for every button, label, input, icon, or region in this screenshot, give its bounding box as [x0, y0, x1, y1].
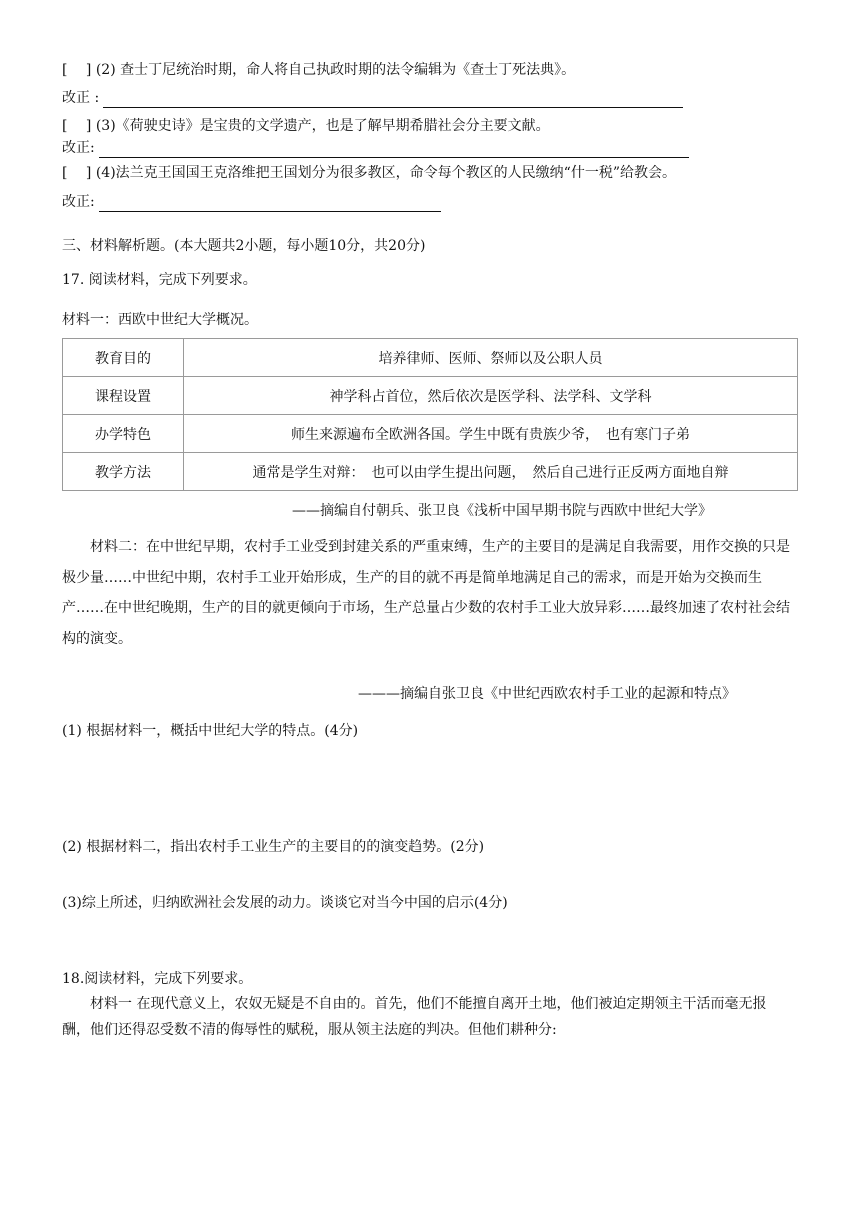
answer-blank[interactable]: [99, 197, 441, 212]
judge-item-4: [62, 163, 676, 183]
table-row: [63, 453, 798, 491]
table-key: 教学方法: [63, 453, 184, 491]
answer-blank[interactable]: [99, 143, 689, 158]
table-row: [63, 377, 798, 415]
fix-label: 改正 :: [62, 90, 100, 106]
fix-label: 改正:: [62, 194, 95, 210]
judge-text: (3)《荷驶史诗》是宝贵的文学遗产，也是了解早期希腊社会分主要文献。: [95, 118, 550, 134]
material2-source: ———摘编自张卫良《中世纪西欧农村手工业的起源和特点》: [358, 686, 736, 702]
judge-item-2: [62, 60, 575, 80]
answer-blank[interactable]: [103, 93, 683, 108]
fix-line-4: [62, 192, 441, 212]
table-value: 培养律师、医师、祭师以及公职人员: [184, 339, 798, 377]
material2-paragraph: 材料二：在中世纪早期，农村手工业受到封建关系的严重束缚，生产的主要目的是满足自我需要，用作交换的只是极少量……中世纪中期，农村手工业开始形成，生产的目的就不再是简单地满足自己的需求，而是开始为交换而生产……在中世纪晚期，生产的目的就更倾向于市场，生产总量占少数的农村手工业大放异彩……最终加速了农村社会结构的演变。: [62, 539, 790, 647]
table-row: [63, 415, 798, 453]
table-value: 师生来源遍布全欧洲各国。学生中既有贵族少爷， 也有寒门子弟: [184, 415, 798, 453]
table-value: 通常是学生对辩： 也可以由学生提出问题， 然后自己进行正反两方面地自辩: [184, 453, 798, 491]
fix-label: 改正:: [62, 140, 95, 156]
material1-source: ——摘编自付朝兵、张卫良《浅析中国早期书院与西欧中世纪大学》: [292, 503, 712, 519]
judge-bracket: [ ]: [62, 165, 92, 181]
q17-stem: 17. 阅读材料，完成下列要求。: [62, 272, 257, 288]
judge-item-3: [62, 116, 550, 136]
table-key: 办学特色: [63, 415, 184, 453]
judge-text: (4)法兰克王国国王克洛维把王国划分为很多教区，命令每个教区的人民缴纳“什一税”给教会。: [95, 165, 676, 181]
q18-stem: 18.阅读材料，完成下列要求。: [62, 971, 253, 987]
table-key: 教育目的: [63, 339, 184, 377]
fix-line-3: [62, 138, 689, 158]
q17-sub1: (1) 根据材料一，概括中世纪大学的特点。(4分): [62, 723, 359, 739]
fix-line-2: [62, 88, 683, 108]
judge-bracket: [ ]: [62, 62, 92, 78]
q17-sub2: (2) 根据材料二，指出农村手工业生产的主要目的的演变趋势。(2分): [62, 839, 485, 855]
q17-sub3: (3)综上所述，归纳欧洲社会发展的动力。谈谈它对当今中国的启示(4分): [62, 895, 508, 911]
q18-material1: 材料一 在现代意义上，农奴无疑是不自由的。首先，他们不能擅自离开土地，他们被迫定期领主干活而毫无报酬，他们还得忍受数不清的侮辱性的赋税，服从领主法庭的判决。但他们耕种分:: [62, 996, 767, 1038]
university-table: [62, 338, 798, 491]
judge-text: (2) 查士丁尼统治时期，命人将自己执政时期的法令编辑为《查士丁死法典》。: [95, 62, 576, 78]
table-value: 神学科占首位，然后依次是医学科、法学科、文学科: [184, 377, 798, 415]
q17-material1-title: 材料一：西欧中世纪大学概况。: [62, 312, 258, 328]
section-heading: 三、材料解析题。(本大题共2小题，每小题10分，共20分): [62, 238, 426, 254]
table-key: 课程设置: [63, 377, 184, 415]
table-row: [63, 339, 798, 377]
judge-bracket: [ ]: [62, 118, 92, 134]
